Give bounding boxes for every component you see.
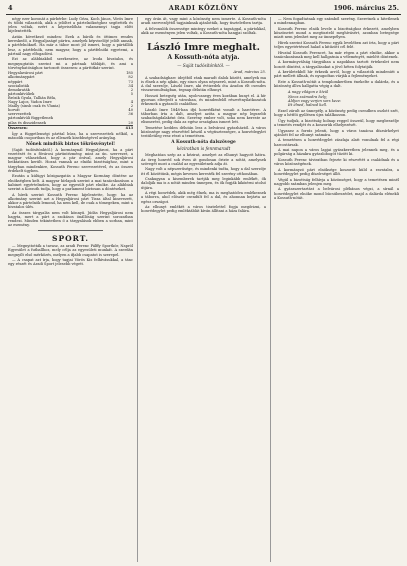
page-number: 4 [8, 4, 13, 12]
paragraph: Este a Kossuth-nótát a templomkertben énekelte a dalárda, és a közönség állva hallgatta végig a dalt. [274, 80, 399, 89]
paragraph: A temetésen a honvédegylet zászlaja alatt vonulnak fel a régi harcostársak. [274, 138, 399, 147]
paragraph: Ezzel zárult az ünnepély, a közönség pedig csendben oszlott szét, hogy a hétfői gyűlésen újra találkozzon. [274, 108, 399, 118]
notice-heading: Nőnek mindtök biztos tökrösvénytel! [25, 142, 116, 147]
ledger-value: 36 [128, 112, 133, 117]
masthead: ARADI KÖZLÖNY [168, 4, 239, 12]
ledger-label: Összesen: [8, 125, 115, 130]
note-heading: A Kossuth-nóta dalszövege [171, 140, 236, 146]
paragraph: A hírek szerint Kossuth Ferenc kijelentette, hogy: ha az alkotmány szerint azt a Hegyaljárosi párt Tisza által kinevezett, akkor a pártelnök lemond, ha nem kell, de csak a tömegeken, mint a hivatalos ülés. [8, 192, 133, 210]
right-article [274, 51, 399, 89]
paragraph: Temetése kedden délután lesz a belvárosi gyászháztól. A város közönsége nagy részvéttel készül a végtisztességre, a honvédegylet testületileg vesz részt a temetésen. [141, 126, 266, 139]
ledger-row [8, 125, 133, 130]
ledger-label: alkotmánypárt [8, 75, 35, 80]
ledger-label: Mailly (sinsb csak és Vlunia) [8, 104, 60, 109]
byline: — Saját tudósítónktól. — [177, 63, 230, 69]
sport-article [8, 244, 133, 266]
intro-article [8, 17, 133, 70]
right-intro [274, 17, 399, 49]
ledger-label: pilas és disszidensek [8, 120, 46, 125]
poem-line: Itt élned, halnod kell. [288, 102, 328, 107]
paragraph: egy órán át, vagy mint a közönség nem ismerte. A Kossuth-nóta aradi szervezőjétől tagjainknak ajánlották, hogy tiszteletben tartja. [141, 17, 266, 26]
main-subheadline: A Kossuth-nóta atyja. [167, 54, 240, 62]
paragraph: (Saját tudósítónktól.) A kormánynál Hegyaljárosi, ha a párt vezetését és a fővárosi pártintézmény, mint az ún. szervezet, a magyar választókat, hogy a pár órával, amely Hegyaljárosi beiktatásra került. Hozzá vannak az elnöki bizottsághoz, mint a tárgyban mindenkire, Kossuth Ferenc szervezetével, és az összes érdekelt ügyben. [8, 148, 133, 173]
paragraph: Hivatal Kossuth Ferencet, ha már régen a párt elnöke, akkor a tanácskozásnak meg kell hallgatnia a véleményét, mielőtt döntenek. [274, 50, 399, 59]
ledger-value: 34 [128, 83, 133, 88]
separator [171, 38, 236, 39]
issue-date: 1906. március 25. [333, 4, 399, 12]
notice-article [8, 148, 133, 227]
paragraph: — A csapat azt írja, hogy tagjai Vörös Kis felhívásukkal, a tánc egy részét és Aradi Sport jelesebb végett. [8, 258, 133, 267]
ledger-note: Így a függetlenségi párttal húsz, ha a szervezettek nélkül, a második csoportban és az ellenzék kisebbségével aránylag. [8, 131, 133, 140]
main-article [141, 76, 266, 139]
paragraph: Az összes tárgyalás nem volt könnyű. Júdás Hegyaljárosi nem hagyta, mert a párt a szokásos önállóság szerint sorozatban rendezi. Minden tekintetben ő a tárgyalások ebben a sorban, mint az esemény. [8, 210, 133, 228]
note-article [141, 153, 266, 213]
paragraph: A mai napon a város lapjai gyászkeretben jelennek meg, és a polgárság a házakra gyászlobogót tűzött ki. [274, 148, 399, 157]
poem-line: A nagy világon e kívül [288, 90, 329, 95]
paragraph: Kossuth Ferenc táviratban fejezte ki részvétét a családnak és a város közönségének. [274, 158, 399, 167]
column-left [8, 17, 133, 562]
poem-line: Áldjon vagy verjen sors keze: [288, 98, 342, 103]
ledger-label: pártonkívüliek [8, 91, 35, 96]
separator [38, 230, 103, 231]
ledger-value: 2 [130, 104, 133, 109]
right-article-continued [274, 109, 399, 200]
ledger-value: 4 [130, 100, 133, 105]
paragraph: Csakugyan a kisemberek tartják meg leginkább emlékét, ők dalolják ma is a nótát minden ünnepen, és ők fogják kikísérni utolsó útjára. [141, 177, 266, 190]
ledger-label: néppárt [8, 79, 23, 84]
column-middle [141, 17, 266, 562]
ledger-value: 2 [130, 87, 133, 92]
paragraph: Hosszú betegség után, nyolcvanegy éves korában hunyt el. A hír gyorsan elterjedt a városban, és mindenfelől részvétnyilatkozatok érkeznek a gyászoló családhoz. [141, 93, 266, 107]
ledger-label: Nagy Lajos, Vadon Imre [8, 100, 52, 105]
continued-article [141, 17, 266, 35]
header-rule [6, 14, 401, 15]
main-headline: László Imre meghalt. [147, 42, 260, 54]
ledger-value: 82 [128, 75, 133, 80]
column-divider [270, 17, 271, 562]
paragraph: négy ezer koronát a párbérbe: Ludy Géza, Koch János, Vörös Imre és többi választók, akik a jelöltet a pártelnökséghez segítették és jelen voltak, ezért a képviselőház valamennyi tagja előtt kijelentették. [8, 17, 133, 34]
paragraph: — Megnyitották a tavasz, az aradi Ferenc Pálffy Sportkör, Napról Egyesület a futballhoz, mely célja az egyesületi munkát. A szerdán megnyílt első mérkőzés, melyen a ifjabb csapatot is szerepel. [8, 244, 133, 257]
ledger-label: Hegyalavárosi párt [8, 71, 43, 76]
paragraph: A gyászszertartást a belvárosi plébános végzi, a sírnál a honvédegylet elnöke mond búcsúbeszédet, majd a dalárda elénekli a Kossuth-nótát. [274, 187, 399, 200]
paragraph: A régi honvédek, akik még élnek, ma is meghatódva emlékeznek a táborra, ahol először csendült fel a dal, és ahonnan bejárta az egész országot. [141, 191, 266, 204]
column-right [274, 17, 399, 562]
poem-line: Nincs számodra hely; [288, 94, 328, 99]
sport-heading: SPORT. [52, 234, 89, 244]
paragraph: Az elhunyt emlékét a város tisztelettel fogja megőrizni, a honvédegylet pedig emléktáblát kíván állítani a háza falára. [141, 205, 266, 214]
paragraph: Nagy volt a népszerűsége, és mindenki tudta, hogy a dal szerzője itt él közöttünk, mégis kevesen keresték fel szerény otthonában. [141, 167, 266, 176]
paragraph: Aztán következő minden: Ezek a bárók és öttimes rendes kereskedő, a Hegyaljaságé pártra, amelyek képviselőjé jelölt annak, a pártfelnöknél. Ha már a tábor most jól ismeri, hogy a pártállók lesz, a pártfelnök, nem magyar, hogy a pártfelnöki egyetemi, a pártnál nagy elfogadóvá. [8, 35, 133, 56]
paragraph: Meghatóan szép az a kézirat, amelyet az elhunyt hagyott hátra. Az öreg honvéd sok éven át gondosan őrizte a nótát, amelynek szövegét most a család az egyesületnek adja át. [141, 153, 266, 166]
poem-quote [274, 90, 399, 107]
paragraph: A kormányzó párt elnöksége koszorút küld a ravatalra, a honvédegylet pedig díszőrséget állít. [274, 167, 399, 176]
paragraph: Ezt az alábbiakból szerkesztve, az Iroda hivatalos, és megnyugtatás szerint mi a pártnak tábláját, és ami a törvényhatósághoz tartozott összesen: a párttitkár szerint. [8, 57, 133, 70]
paragraph: A szabadságharc idejéből ránk maradt dalok között, amelyek ma is élnek a nép ajkán, egy sincs olyan népszerű, mint a Kossuth-nóta. A dal szerzője, László Imre, aki évtizedek óta Aradon élt csendes visszavonultságban, tegnap délután elhunyt. [141, 75, 266, 93]
column-divider [137, 17, 138, 562]
paragraph: Kossuth Ferenc elnök levele a bizottsághoz érkezett, amelyben köszönetet mond a megtisztelő meghívásért, azonban betegsége miatt nem jelenhet meg az ünnepélyen. [274, 26, 399, 40]
ledger-label: szocialisták [8, 83, 30, 88]
ledger-label: horvát [8, 108, 20, 113]
ledger-value: 73 [128, 79, 133, 84]
note-subheading: kéziratban is fennmaradt [176, 146, 231, 152]
ledger-value: 413 [115, 125, 133, 130]
ledger-label: Brózik Gyula, Tallián Béla, [8, 95, 57, 100]
paragraph: Ugyanez a forrás jelenti, hogy a város tanácsa díszsírhelyet ajánlott fel az elhunyt számára. [274, 128, 399, 137]
paragraph: A kormányválság tárgyában a napokban tartott értekezlet nem hozott döntést, a tárgyalásokat a jövő héten folytatják. [274, 60, 399, 69]
paragraph: Úgy tudjuk, a bizottság holnap reggel összeül, hogy megbeszélje a temetés rendjét és a koszorúk elhelyezését. [274, 118, 399, 127]
ledger-label: szervezettek [8, 112, 31, 117]
paragraph: Végül a bizottság felhívja a közönséget, hogy a temetésen minél nagyobb számban jelenjen meg. [274, 177, 399, 186]
ledger-label: pártonkívüli függetlenek [8, 116, 53, 121]
paragraph: Ezután a külügyi közigazgatás a Magyar Kormány döntése az elnökségben kelt. A magyar hírlapok szerint a mai tanácskozáson a kabinet egyértelműen, hogy az egyesült párt elnöke. Az alábbiak szerint a Kossuth tudja, hogy a parlament biztosan a döntéseket. [8, 174, 133, 191]
paragraph: — Nem fogadtatnak egy számból szerény, Szeretnek a hitetlenek a mindennapban. [274, 17, 399, 26]
ledger-label: demokraták [8, 87, 30, 92]
ledger-value: 40 [128, 108, 133, 113]
paragraph: László Imre 1848-ban ifjú honvédként vonult a harctérre. A táborban írta a dalt, amelyet azóta a magyar nép legszebb szabadságdalaként őriz. Szerény ember volt, soha nem kereste az elismerést, pedig dala az egész országban ismert lett. [141, 107, 266, 125]
paragraph: A felvonulók összessége mintegy ezeket a tagsággal, a pártokkal, akik az eseményen jelen voltak, a Kossuth-nóta hangjai szóltak. [141, 26, 266, 35]
ledger-value: 20 [128, 120, 133, 125]
dateline: Arad, március 25. [233, 70, 266, 75]
ledger-value: 185 [126, 71, 133, 76]
paragraph: A kerületekből hír érkezik arról, hogy a választók mindenütt a párt mellett állnak, és nyugodtan várják a fejleményeket. [274, 70, 399, 79]
ledger-value: 5 [130, 91, 133, 96]
party-ledger [8, 71, 133, 129]
paragraph: Hírek szerint Kossuth Ferenc egyik levelében azt írta, hogy a párt teljes egyetértéssel halad a kitűzött cél felé. [274, 40, 399, 49]
page-header [6, 2, 401, 14]
